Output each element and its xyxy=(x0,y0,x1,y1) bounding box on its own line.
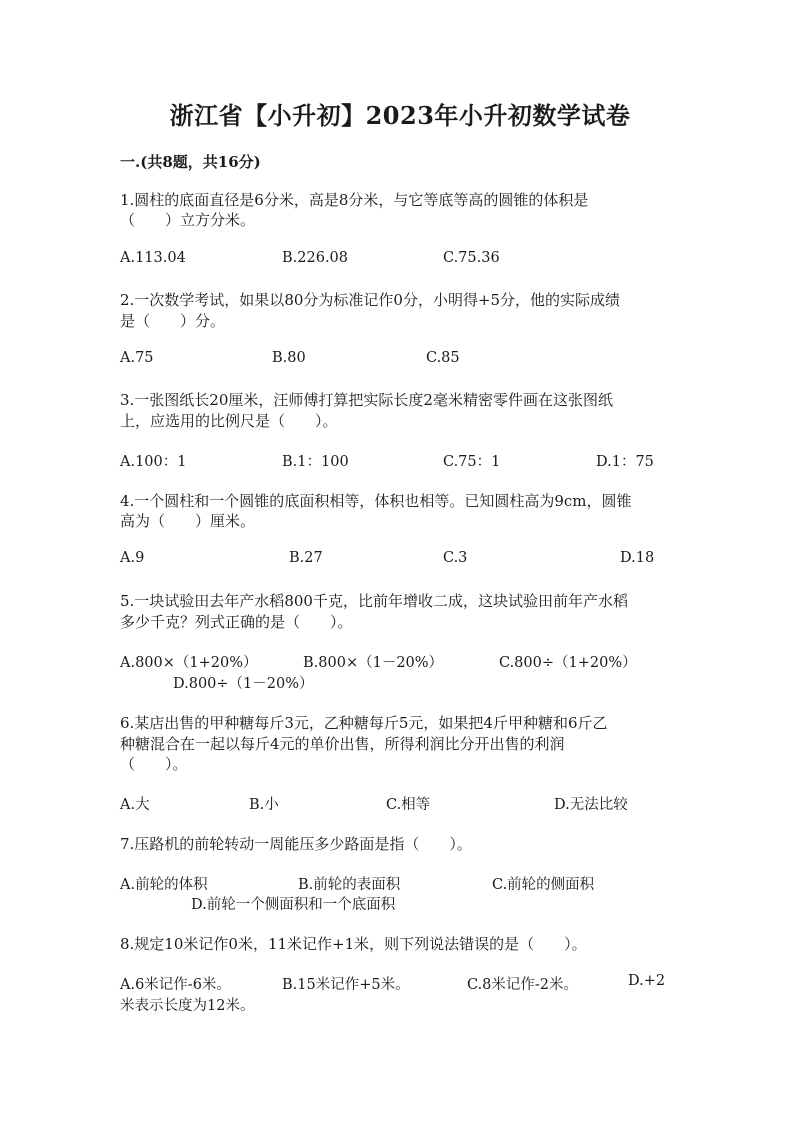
question-7-line-1: 7.压路机的前轮转动一周能压多少路面是指（ ）。 xyxy=(120,835,472,853)
question-4-option-a: A.9 xyxy=(120,550,145,566)
question-6-option-b: B.小 xyxy=(249,797,279,813)
question-4-option-d: D.18 xyxy=(620,550,655,566)
question-5-line-1: 5.一块试验田去年产水稻800千克，比前年增收二成，这块试验田前年产水稻 xyxy=(120,592,628,610)
question-8-option-d-continued: 米表示长度为12米。 xyxy=(120,998,255,1014)
question-6-line-1: 6.某店出售的甲种糖每斤3元，乙种糖每斤5元，如果把4斤甲种糖和6斤乙 xyxy=(120,714,608,732)
question-8-line-1: 8.规定10米记作0米，11米记作+1米，则下列说法错误的是（ ）。 xyxy=(120,935,587,953)
question-6-option-a: A.大 xyxy=(120,797,150,813)
question-8-option-a: A.6米记作-6米。 xyxy=(120,977,231,993)
question-4-line-2: 高为（ ）厘米。 xyxy=(120,512,256,530)
question-5-line-2: 多少千克？列式正确的是（ ）。 xyxy=(120,613,353,631)
question-1-line-1: 1.圆柱的底面直径是6分米，高是8分米，与它等底等高的圆锥的体积是 xyxy=(120,191,589,209)
question-3-option-c: C.75：1 xyxy=(443,454,501,470)
question-8-option-b: B.15米记作+5米。 xyxy=(282,977,410,993)
question-7-option-a: A.前轮的体积 xyxy=(120,877,208,893)
question-1-line-2: （ ）立方分米。 xyxy=(120,211,256,229)
question-2-line-2: 是（ ）分。 xyxy=(120,312,226,330)
question-5-option-b: B.800×（1－20%） xyxy=(303,655,444,671)
question-7-option-d: D.前轮一个侧面积和一个底面积 xyxy=(191,897,396,913)
question-2-option-c: C.85 xyxy=(426,350,460,366)
question-7-option-b: B.前轮的表面积 xyxy=(298,877,401,893)
question-6-option-c: C.相等 xyxy=(386,797,431,813)
question-2-line-1: 2.一次数学考试，如果以80分为标准记作0分，小明得+5分，他的实际成绩 xyxy=(120,291,621,309)
question-6-line-3: （ ）。 xyxy=(120,755,188,773)
question-3-option-b: B.1：100 xyxy=(282,454,349,470)
question-1-option-b: B.226.08 xyxy=(282,250,349,266)
question-2-option-a: A.75 xyxy=(120,350,154,366)
section-heading: 一.(共8题，共16分) xyxy=(120,153,261,171)
page-title: 浙江省【小升初】2023年小升初数学试卷 xyxy=(169,101,631,130)
question-8-option-c: C.8米记作-2米。 xyxy=(467,977,579,993)
question-5-option-a: A.800×（1+20%） xyxy=(120,655,258,671)
question-3-option-a: A.100：1 xyxy=(120,454,187,470)
question-6-option-d: D.无法比较 xyxy=(554,797,628,813)
question-5-option-d: D.800÷（1－20%） xyxy=(173,676,314,692)
question-4-option-c: C.3 xyxy=(443,550,468,566)
question-1-option-c: C.75.36 xyxy=(443,250,500,266)
question-8-option-d: D.+2 xyxy=(628,973,666,989)
question-3-option-d: D.1：75 xyxy=(596,454,654,470)
question-6-line-2: 种糖混合在一起以每斤4元的单价出售，所得利润比分开出售的利润 xyxy=(120,735,565,753)
question-4-line-1: 4.一个圆柱和一个圆锥的底面积相等，体积也相等。已知圆柱高为9cm，圆锥 xyxy=(120,492,632,510)
question-3-line-2: 上，应选用的比例尺是（ ）。 xyxy=(120,412,338,430)
question-2-option-b: B.80 xyxy=(272,350,306,366)
question-4-option-b: B.27 xyxy=(289,550,323,566)
question-1-option-a: A.113.04 xyxy=(120,250,186,266)
question-5-option-c: C.800÷（1+20%） xyxy=(499,655,637,671)
question-7-option-c: C.前轮的侧面积 xyxy=(492,877,595,893)
question-3-line-1: 3.一张图纸长20厘米，汪师傅打算把实际长度2毫米精密零件画在这张图纸 xyxy=(120,391,613,409)
